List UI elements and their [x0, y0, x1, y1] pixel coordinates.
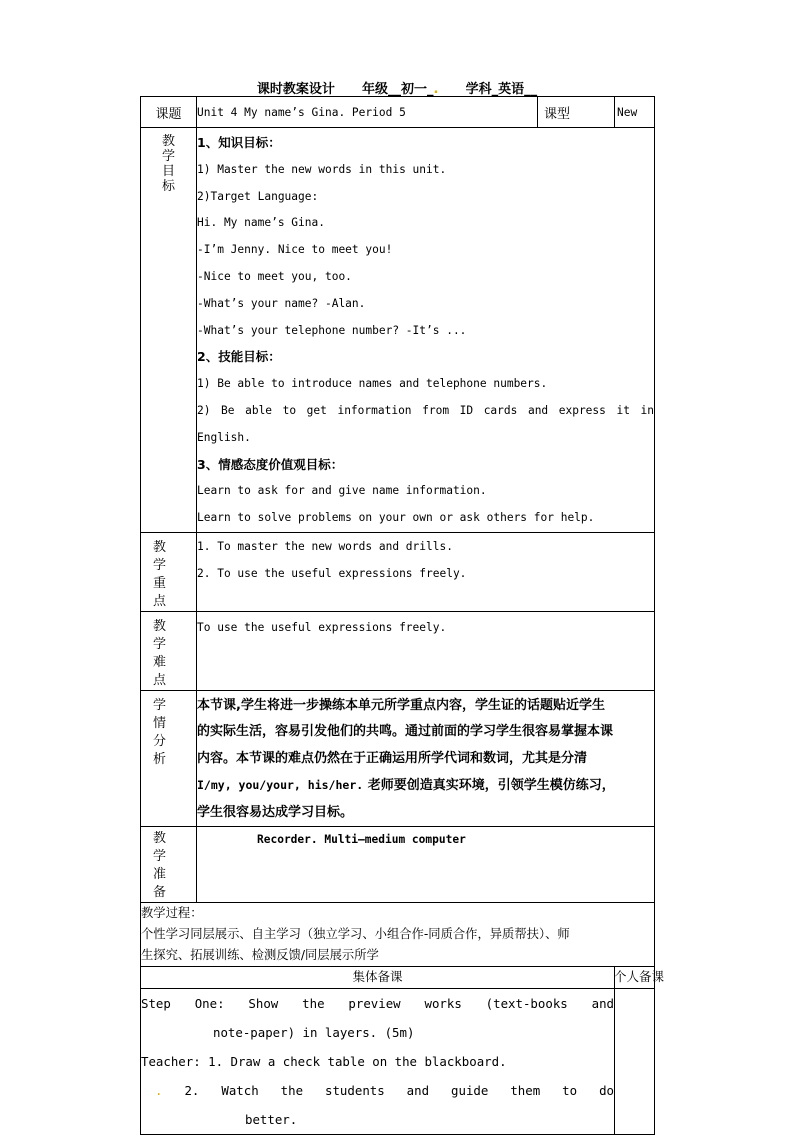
lesson-plan-table [140, 96, 664, 1135]
personal-header-text: 个人备课 [613, 969, 664, 985]
knowledge-item: Hi. My name’s Gina. [197, 216, 325, 230]
step-line: Step One: Show the preview works (text-books and [141, 996, 614, 1012]
analysis-label-1: 学 情 [153, 697, 181, 731]
personal-header [613, 967, 664, 989]
process-content [141, 903, 655, 967]
analysis-line: 的实际生活，容易引发他们的共鸣。通过前面的学习学生很容易掌握本课 [197, 724, 614, 740]
skill-item: 2) Be able to get information from ID cards and express it in [197, 403, 654, 417]
title-value: Unit 4 My name’s Gina. Period 5 [197, 97, 538, 128]
key-point-item: 1. To master the new words and drills. [197, 539, 453, 553]
preparation-row [141, 827, 655, 903]
header-left: 课时教案设计 [256, 82, 335, 97]
analysis-line-rest: 老师要创造真实环境，引领学生模仿练习， [363, 778, 615, 794]
skill-item: 1) Be able to introduce names and telephone numbers. [197, 377, 548, 391]
subject-value: 英语 [498, 82, 525, 97]
step-line: better. [245, 1112, 298, 1128]
grade-value: 初一 [401, 82, 428, 97]
preparation-label-2: 准 备 [153, 867, 181, 901]
knowledge-item: -I’m Jenny. Nice to meet you! [197, 243, 393, 257]
difficulties-label-1: 教 学 [153, 618, 181, 652]
knowledge-heading: 1、知识目标： [197, 135, 281, 150]
objectives-label: 教学目标 [161, 134, 175, 194]
title-label: 课题 [141, 97, 197, 128]
subject-label: 学科 [465, 82, 492, 97]
emotion-item: Learn to solve problems on your own or ask others for help. [197, 511, 595, 525]
grade-label: 年级 [362, 82, 389, 97]
key-points-label-2: 重 点 [153, 575, 181, 609]
preparation-label-1: 教 学 [153, 831, 181, 865]
objectives-row [141, 128, 655, 533]
page-title: 课时教案设计 年级__初一_. 学科_英语__ [256, 82, 538, 97]
process-heading: 教学过程： [141, 906, 203, 921]
key-points-row [141, 532, 655, 611]
process-line: 个性学习同层展示、自主学习（独立学习、小组合作-同质合作，异质帮扶）、师 [141, 927, 570, 942]
emotion-item: Learn to ask for and give name information. [197, 484, 487, 498]
knowledge-item: 1) Master the new words in this unit. [197, 162, 447, 176]
knowledge-item: -Nice to meet you, too. [197, 269, 352, 283]
step-line: Teacher: 1. Draw a check table on the blackboard. [141, 1054, 507, 1070]
preparation-label-cell [141, 827, 197, 903]
knowledge-item: -What’s your telephone number? -It’s ... [197, 323, 467, 337]
key-points-content [197, 532, 655, 611]
analysis-line: 学生很容易达成学习目标。 [197, 804, 354, 820]
collective-header: 集体备课 [141, 967, 615, 989]
skill-item: English. [197, 430, 251, 444]
teacher-step-text: 2. Watch the students and guide them to do [162, 1083, 614, 1099]
personal-plan-cell [615, 989, 655, 1135]
analysis-pronouns: I/my, you/your, his/her. [197, 778, 364, 793]
analysis-row [141, 690, 655, 827]
objectives-label-cell [141, 128, 197, 533]
difficulties-label-2: 难 点 [153, 654, 181, 688]
key-point-item: 2. To use the useful expressions freely. [197, 566, 467, 580]
step-line: note-paper) in layers. (5m) [213, 1025, 415, 1041]
skill-heading: 2、技能目标： [197, 349, 281, 365]
difficulties-label-cell [141, 611, 197, 690]
analysis-line: 内容。本节课的难点仍然在于正确运用所学代词和数词，尤其是分清 [197, 750, 588, 766]
key-points-label-1: 教 学 [153, 539, 181, 573]
key-points-label-cell [141, 532, 197, 611]
difficulties-content: To use the useful expressions freely. [197, 611, 655, 690]
type-value: New [615, 97, 655, 128]
collective-plan-cell [141, 989, 615, 1135]
analysis-label-2: 分 析 [153, 733, 181, 767]
emotion-heading: 3、情感态度价值观目标： [197, 456, 344, 472]
plan-header-row [141, 967, 655, 989]
knowledge-item: 2)Target Language: [197, 189, 319, 203]
title-row [141, 97, 655, 128]
analysis-line [197, 772, 654, 800]
steps-row [141, 989, 655, 1135]
process-row [141, 903, 655, 967]
difficulties-row [141, 611, 655, 690]
highlight-dot: . [155, 1083, 163, 1099]
step-line [141, 1076, 614, 1105]
preparation-content: Recorder. Multi—medium computer [197, 827, 655, 903]
objectives-content [197, 128, 655, 533]
analysis-label-cell [141, 690, 197, 827]
analysis-content [197, 690, 655, 827]
knowledge-item: -What’s your name? -Alan. [197, 296, 366, 310]
analysis-line: 本节课,学生将进一步操练本单元所学重点内容，学生证的话题贴近学生 [197, 697, 605, 713]
type-label: 课型 [538, 97, 615, 128]
process-line: 生探究、拓展训练、检测反馈/同层展示所学 [141, 948, 379, 963]
